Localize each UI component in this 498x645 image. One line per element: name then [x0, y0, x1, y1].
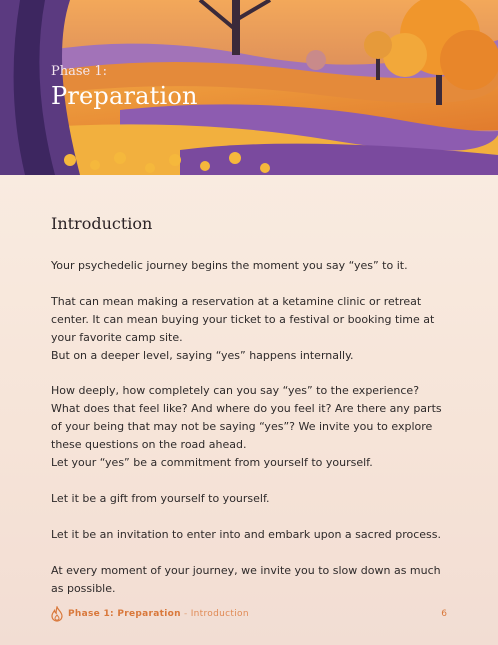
footer-breadcrumb	[68, 609, 249, 619]
page-title: Preparation	[51, 82, 198, 110]
paragraph: Your psychedelic journey begins the moment you say “yes” to it.	[51, 259, 408, 272]
hero-illustration	[0, 0, 498, 175]
paragraph: At every moment of your journey, we invite you to slow down as much as possible.	[51, 564, 441, 595]
paragraph: That can mean making a reservation at a ketamine clinic or retreat center. It can mean buying your ticket to a festival or booking time at your favorite camp site.	[51, 295, 435, 344]
paragraph: But on a deeper level, saying “yes” happens internally.	[51, 349, 354, 362]
footer-separator: -	[183, 609, 188, 619]
paragraph: Let it be a gift from yourself to yourself.	[51, 492, 270, 505]
paragraph: How deeply, how completely can you say “yes” to the experience? What does that feel like? And where do you feel it? Are there any parts of your being that may not be saying “yes”? We invite you to explore these questions on the road ahead.	[51, 384, 442, 451]
paragraph: Let it be an invitation to enter into and embark upon a sacred process.	[51, 528, 441, 541]
phase-label: Phase 1:	[51, 64, 108, 79]
page-number: 6	[441, 609, 447, 619]
flame-icon	[51, 606, 63, 622]
paragraph: Let your “yes” be a commitment from yourself to yourself.	[51, 456, 373, 469]
page-footer	[51, 606, 447, 624]
footer-subsection: Introduction	[190, 609, 249, 619]
footer-phase: Phase 1: Preparation	[68, 609, 181, 619]
section-heading: Introduction	[51, 214, 153, 233]
